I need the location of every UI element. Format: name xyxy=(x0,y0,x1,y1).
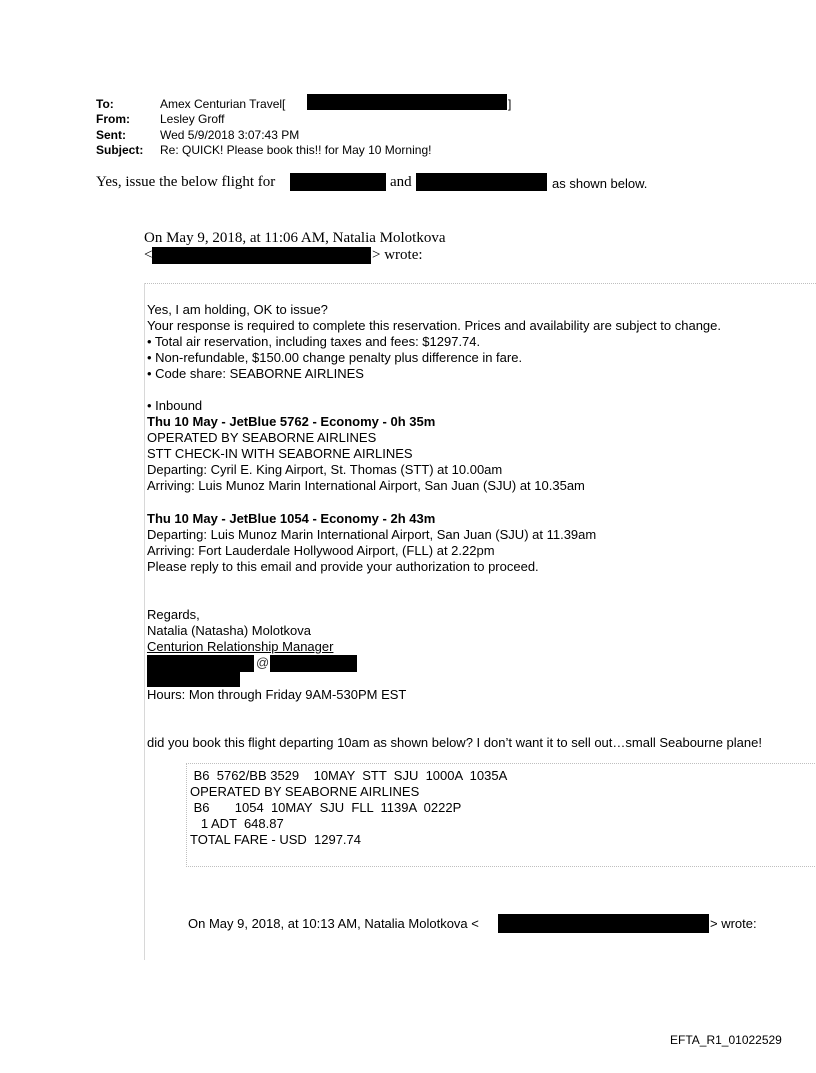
sig-hours: Hours: Mon through Friday 9AM-530PM EST xyxy=(147,687,407,702)
leg-2-depart: Departing: Luis Munoz Marin International Airport, San Juan (SJU) at 11.39am xyxy=(147,527,597,542)
msg-holding: Yes, I am holding, OK to issue? xyxy=(147,302,328,317)
itinerary-line-1: B6 5762/BB 3529 10MAY STT SJU 1000A 1035A xyxy=(190,768,508,783)
leg-2-arrive: Arriving: Fort Lauderdale Hollywood Airport, (FLL) at 2.22pm xyxy=(147,543,495,558)
reply-text-start: Yes, issue the below flight for xyxy=(96,174,276,190)
to-value: Amex Centurian Travel[ xyxy=(160,97,286,111)
to-close-bracket: ] xyxy=(508,97,512,111)
quote-left-bar xyxy=(144,283,145,960)
to-label: To: xyxy=(96,97,114,111)
sig-title: Centurion Relationship Manager xyxy=(147,639,334,654)
bates-number: EFTA_R1_01022529 xyxy=(670,1033,782,1047)
subject-value: Re: QUICK! Please book this!! for May 10 Morning! xyxy=(160,143,432,157)
from-label: From: xyxy=(96,112,130,126)
sig-at: @ xyxy=(256,655,270,670)
redaction-to-address xyxy=(307,94,507,110)
leg-2-title: Thu 10 May - JetBlue 1054 - Economy - 2h 43m xyxy=(147,511,436,526)
itinerary-line-4: 1 ADT 648.87 xyxy=(190,816,284,831)
reply-text-and: and xyxy=(390,174,412,190)
redaction-name-1 xyxy=(290,173,386,191)
leg-1-checkin: STT CHECK-IN WITH SEABORNE AIRLINES xyxy=(147,446,413,461)
from-value: Lesley Groff xyxy=(160,112,225,126)
leg-1-arrive: Arriving: Luis Munoz Marin International Airport, San Juan (SJU) at 10.35am xyxy=(147,478,585,493)
msg-regards: Regards, xyxy=(147,607,200,622)
redaction-email-user xyxy=(147,655,254,672)
attribution-2-wrote: > wrote: xyxy=(710,916,757,931)
attribution-line-1: On May 9, 2018, at 11:06 AM, Natalia Molotkova xyxy=(144,230,446,246)
msg-bullet-3: • Code share: SEABORNE AIRLINES xyxy=(147,366,364,381)
redaction-email-domain xyxy=(270,655,357,672)
quote-top-border xyxy=(144,283,816,284)
msg-bullet-2: • Non-refundable, $150.00 change penalty plus difference in fare. xyxy=(147,350,523,365)
itinerary-line-2: OPERATED BY SEABORNE AIRLINES xyxy=(190,784,420,799)
redaction-name-2 xyxy=(416,173,547,191)
msg-please-reply: Please reply to this email and provide your authorization to proceed. xyxy=(147,559,539,574)
attribution-lt: < xyxy=(144,247,153,263)
sig-name: Natalia (Natasha) Molotkova xyxy=(147,623,312,638)
reply-text-end: as shown below. xyxy=(552,176,648,191)
attribution-wrote: > wrote: xyxy=(372,247,423,263)
subject-label: Subject: xyxy=(96,143,144,157)
redaction-phone xyxy=(147,671,240,687)
msg-question: did you book this flight departing 10am as shown below? I don’t want it to sell out…small Seabourne plane! xyxy=(147,735,762,750)
redaction-email-1 xyxy=(152,247,371,264)
itinerary-line-5: TOTAL FARE - USD 1297.74 xyxy=(190,832,361,847)
leg-1-operated: OPERATED BY SEABORNE AIRLINES xyxy=(147,430,377,445)
redaction-email-2 xyxy=(498,914,709,933)
sent-value: Wed 5/9/2018 3:07:43 PM xyxy=(160,128,300,142)
msg-required: Your response is required to complete this reservation. Prices and availability are subject to change. xyxy=(147,318,721,333)
msg-inbound: • Inbound xyxy=(147,398,203,413)
attribution-2-prefix: On May 9, 2018, at 10:13 AM, Natalia Molotkova < xyxy=(188,916,479,931)
sent-label: Sent: xyxy=(96,128,126,142)
msg-bullet-1: • Total air reservation, including taxes and fees: $1297.74. xyxy=(147,334,481,349)
itinerary-line-3: B6 1054 10MAY SJU FLL 1139A 0222P xyxy=(190,800,462,815)
leg-1-depart: Departing: Cyril E. King Airport, St. Thomas (STT) at 10.00am xyxy=(147,462,503,477)
leg-1-title: Thu 10 May - JetBlue 5762 - Economy - 0h 35m xyxy=(147,414,436,429)
